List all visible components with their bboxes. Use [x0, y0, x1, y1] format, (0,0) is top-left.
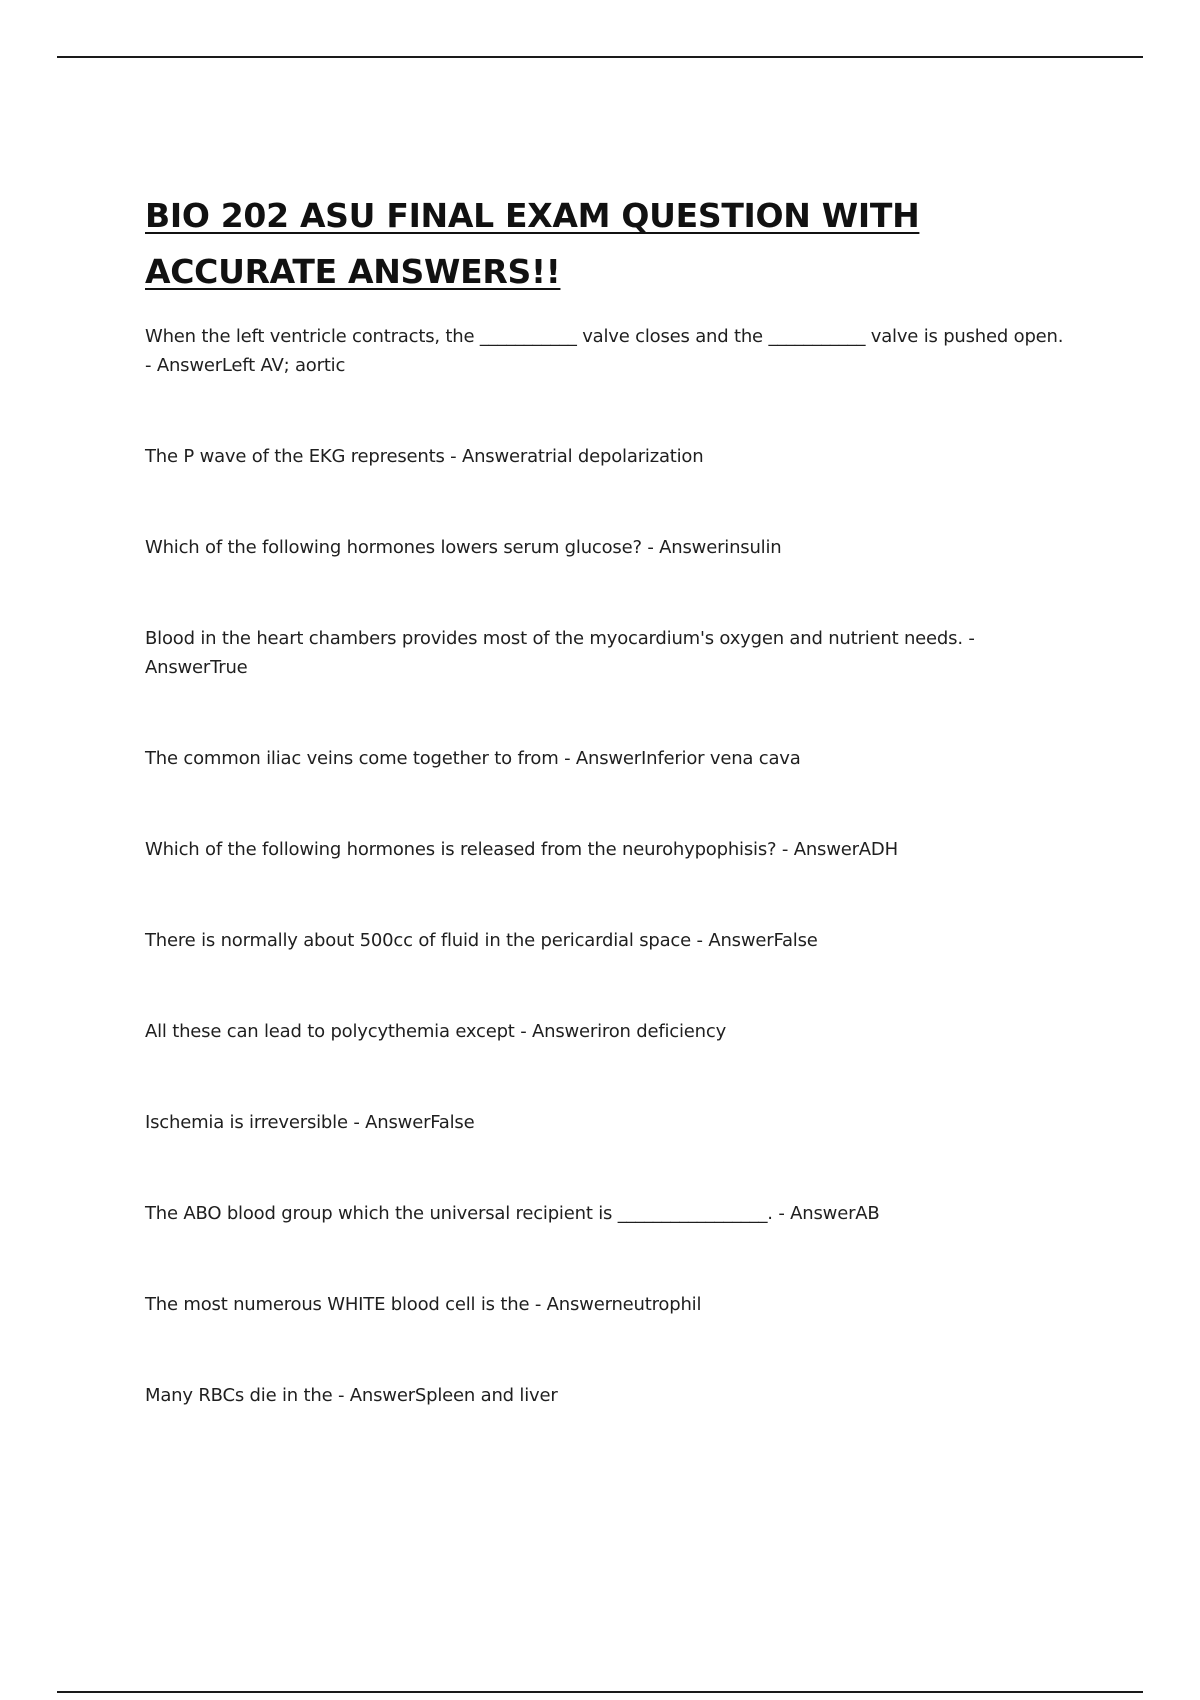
qa-item — [145, 533, 1065, 562]
question-text: The ABO blood group which the universal recipient is _________________. — [145, 1203, 773, 1224]
answer-text: Answeriron deficiency — [532, 1021, 727, 1042]
question-text: The common iliac veins come together to from — [145, 748, 559, 769]
answer-text: AnswerADH — [793, 839, 898, 860]
answer-text: AnswerFalse — [365, 1112, 475, 1133]
question-text: Which of the following hormones lowers serum glucose? — [145, 537, 642, 558]
question-text: All these can lead to polycythemia except — [145, 1021, 515, 1042]
qa-item — [145, 1017, 1065, 1046]
question-text: Ischemia is irreversible — [145, 1112, 348, 1133]
qa-item — [145, 624, 1065, 682]
qa-item — [145, 322, 1065, 380]
answer-text: AnswerLeft AV; aortic — [156, 355, 346, 376]
answer-text: AnswerFalse — [708, 930, 818, 951]
question-text: Which of the following hormones is released from the neurohypophisis? — [145, 839, 777, 860]
qa-item — [145, 1381, 1065, 1410]
qa-item — [145, 1108, 1065, 1137]
qa-item — [145, 1290, 1065, 1319]
top-divider — [57, 56, 1143, 58]
answer-text: Answeratrial depolarization — [461, 446, 704, 467]
bottom-divider — [57, 1691, 1143, 1693]
answer-text: AnswerInferior vena cava — [575, 748, 801, 769]
qa-item — [145, 442, 1065, 471]
qa-item — [145, 835, 1065, 864]
answer-text: Answerneutrophil — [546, 1294, 702, 1315]
question-text: Blood in the heart chambers provides most of the myocardium's oxygen and nutrient needs. — [145, 628, 963, 649]
question-text: The P wave of the EKG represents — [145, 446, 445, 467]
question-text: The most numerous WHITE blood cell is the — [145, 1294, 530, 1315]
answer-text: AnswerAB — [790, 1203, 880, 1224]
qa-item — [145, 1199, 1065, 1228]
answer-text: Answerinsulin — [659, 537, 782, 558]
answer-text: AnswerSpleen and liver — [349, 1385, 558, 1406]
qa-item — [145, 744, 1065, 773]
question-text: Many RBCs die in the — [145, 1385, 333, 1406]
qa-list — [145, 322, 1065, 1410]
answer-text: AnswerTrue — [145, 657, 248, 678]
question-text: When the left ventricle contracts, the ___________ valve closes and the ___________ valve is pushed open. — [145, 326, 1064, 347]
document-body — [145, 188, 1065, 1472]
question-text: There is normally about 500cc of fluid in the pericardial space — [145, 930, 692, 951]
qa-item — [145, 926, 1065, 955]
document-title: BIO 202 ASU FINAL EXAM QUESTION WITH ACCURATE ANSWERS!! — [145, 196, 920, 291]
